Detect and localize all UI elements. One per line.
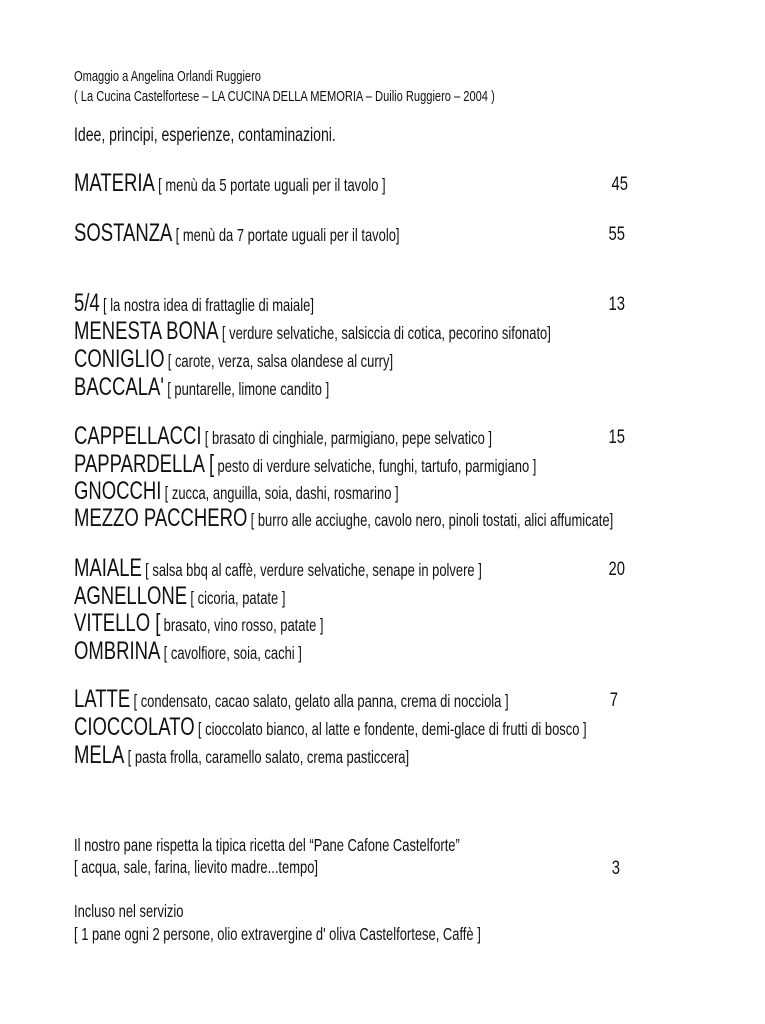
item-name: VITELLO [ xyxy=(74,609,161,637)
item-name: 5/4 xyxy=(74,289,100,317)
menu-item xyxy=(74,611,323,636)
item-name: MELA xyxy=(74,741,125,769)
item-name: CONIGLIO xyxy=(74,345,165,373)
menu-item xyxy=(74,291,314,316)
item-name: AGNELLONE xyxy=(74,582,188,610)
item-desc: [ carote, verza, salsa olandese al curry] xyxy=(167,351,394,371)
menu-item xyxy=(74,639,302,664)
item-desc: [ cicoria, patate ] xyxy=(190,588,286,608)
item-desc: [ burro alle acciughe, cavolo nero, pinoli tostati, alici affumicate] xyxy=(250,510,614,530)
item-name: CAPPELLACCI xyxy=(74,422,202,450)
item-desc: [ condensato, cacao salato, gelato alla panna, crema di nocciola ] xyxy=(133,691,509,711)
item-name: LATTE xyxy=(74,685,131,713)
bread-ingredients: [ acqua, sale, farina, lievito madre...tempo] xyxy=(74,857,319,877)
item-desc: [ menù da 5 portate uguali per il tavolo ] xyxy=(158,175,386,195)
item-desc: [ cavolfiore, soia, cachi ] xyxy=(163,643,302,663)
menu-item xyxy=(74,506,613,531)
item-price: 7 xyxy=(609,690,618,711)
menu-item xyxy=(74,319,551,344)
item-name: MENESTA BONA xyxy=(74,317,219,345)
menu-item xyxy=(74,375,329,400)
menu-item xyxy=(74,584,285,609)
menu-item xyxy=(74,743,409,768)
dedication: Omaggio a Angelina Orlandi Ruggiero xyxy=(74,68,261,85)
menu-item xyxy=(74,687,509,712)
item-desc: [ brasato di cinghiale, parmigiano, pepe selvatico ] xyxy=(204,428,493,448)
menu-item xyxy=(74,171,386,196)
menu-item xyxy=(74,556,482,581)
item-desc: [ zucca, anguilla, soia, dashi, rosmarino ] xyxy=(164,483,399,503)
item-name: CIOCCOLATO xyxy=(74,713,195,741)
item-desc: pesto di verdure selvatiche, funghi, tartufo, parmigiano ] xyxy=(217,456,537,476)
menu-item xyxy=(74,715,587,740)
item-desc: [ puntarelle, limone candito ] xyxy=(167,379,330,399)
item-name: GNOCCHI xyxy=(74,477,162,505)
item-name: SOSTANZA xyxy=(74,219,173,247)
item-name: OMBRINA xyxy=(74,637,161,665)
item-desc: [ menù da 7 portate uguali per il tavolo] xyxy=(175,225,400,245)
item-name: MAIALE xyxy=(74,554,142,582)
item-price: 45 xyxy=(611,174,628,195)
item-price: 55 xyxy=(608,224,625,245)
item-desc: [ la nostra idea di frattaglie di maiale] xyxy=(103,295,314,315)
menu-item xyxy=(74,479,399,504)
menu-item xyxy=(74,452,536,477)
item-name: MEZZO PACCHERO xyxy=(74,504,248,532)
item-desc: [ verdure selvatiche, salsiccia di cotica, pecorino sifonato] xyxy=(221,323,551,343)
menu-item xyxy=(74,221,400,246)
tagline: Idee, principi, esperienze, contaminazioni. xyxy=(74,125,336,146)
item-desc: [ pasta frolla, caramello salato, crema pasticcera] xyxy=(127,747,410,767)
included-title: Incluso nel servizio xyxy=(74,901,184,921)
item-desc: brasato, vino rosso, patate ] xyxy=(163,615,324,635)
item-name: PAPPARDELLA [ xyxy=(74,450,215,478)
bread-note: Il nostro pane rispetta la tipica ricetta del “Pane Cafone Castelforte” xyxy=(74,835,460,855)
item-price: 13 xyxy=(608,294,625,315)
menu-item xyxy=(74,424,492,449)
item-name: BACCALA' xyxy=(74,373,164,401)
item-price: 15 xyxy=(608,427,625,448)
item-desc: [ salsa bbq al caffè, verdure selvatiche, senape in polvere ] xyxy=(145,560,482,580)
included-desc: [ 1 pane ogni 2 persone, olio extravergine d' oliva Castelfortese, Caffè ] xyxy=(74,924,481,944)
item-desc: [ cioccolato bianco, al latte e fondente, demi-glace di frutti di bosco ] xyxy=(197,719,587,739)
item-price: 20 xyxy=(608,559,625,580)
item-name: MATERIA xyxy=(74,169,155,197)
source-reference: ( La Cucina Castelfortese – LA CUCINA DELLA MEMORIA – Duilio Ruggiero – 2004 ) xyxy=(74,88,495,105)
menu-item xyxy=(74,347,393,372)
bread-price: 3 xyxy=(611,858,620,879)
